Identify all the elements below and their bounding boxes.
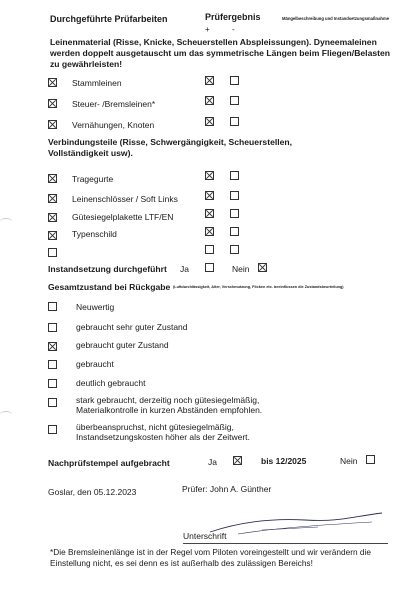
repair-no-label: Nein [232,264,250,274]
connection-item-checkbox[interactable] [48,248,57,257]
condition-checkbox[interactable] [48,302,57,311]
connection-item-label: Gütesiegelplakette LTF/EN [72,212,174,222]
result-plus-checkbox[interactable] [205,171,214,180]
stamp-until: bis 12/2025 [261,456,307,466]
section-lines-heading: Leinenmaterial (Risse, Knicke, Scheuerstellen Abspleissungen). Dyneemaleinen werden doppelt ausgetauscht um das symmetrische Längen beim Fliegen/Belasten zu gewährleisten! [50,37,391,69]
signature-label: Unterschrift [183,531,227,541]
condition-label: gebraucht sehr guter Zustand [76,322,188,332]
result-plus-checkbox[interactable] [205,96,214,105]
header-result: Prüfergebnis [205,12,261,22]
signature-line [183,543,388,544]
header-tests: Durchgeführte Prüfarbeiten [50,14,168,24]
stamp-yes-label: Ja [208,457,217,467]
connection-item-checkbox[interactable] [48,213,57,222]
connection-item-checkbox[interactable] [48,174,57,183]
stamp-yes-checkbox[interactable] [233,456,242,465]
result-minus-checkbox[interactable] [230,245,239,254]
result-plus-checkbox[interactable] [205,117,214,126]
result-plus-checkbox[interactable] [205,227,214,236]
repair-label: Instandsetzung durchgeführt [48,264,167,274]
result-plus-checkbox[interactable] [205,209,214,218]
result-minus-checkbox[interactable] [230,117,239,126]
line-item-checkbox[interactable] [48,78,57,87]
place-date: Goslar, den 05.12.2023 [48,487,137,497]
connection-item-label: Tragegurte [72,174,114,184]
condition-label: Neuwertig [76,302,115,312]
footnote: *Die Bremsleinenlänge ist in der Regel vom Piloten voreingestellt und wir verändern die Einstellung nicht, es sei denn es ist außerhalb des zulässigen Bereichs! [50,547,371,568]
condition-label: gebraucht guter Zustand [76,340,169,350]
result-minus-checkbox[interactable] [230,96,239,105]
result-plus-checkbox[interactable] [205,76,214,85]
result-minus-checkbox[interactable] [230,171,239,180]
line-item-label: Vernähungen, Knoten [72,120,155,130]
connection-item-label: Typenschild [72,229,117,239]
line-item-label: Stammleinen [72,78,122,88]
result-minus-checkbox[interactable] [230,191,239,200]
connection-item-label: Leinenschlösser / Soft Links [72,194,178,204]
stamp-no-checkbox[interactable] [366,455,375,464]
connection-item-checkbox[interactable] [48,194,57,203]
line-item-checkbox[interactable] [48,120,57,129]
header-notes: Mängelbeschreibung und Instandsetzungsmaßnahme [282,16,390,21]
line-item-label: Steuer- /Bremsleinen* [72,99,156,109]
condition-checkbox[interactable] [48,342,57,351]
condition-checkbox[interactable] [48,323,57,332]
result-minus-checkbox[interactable] [230,209,239,218]
repair-yes-label: Ja [180,264,189,274]
line-item-checkbox[interactable] [48,99,57,108]
section-connections-heading: Verbindungsteile (Risse, Schwergängigkeit, Scheuerstellen, Vollständigkeit usw). [48,137,293,158]
condition-label: stark gebraucht, derzeitig noch gütesiegelmäßig, Materialkontrolle in kurzen Abständen empfohlen. [76,395,263,415]
connection-item-checkbox[interactable] [48,231,57,240]
stamp-no-label: Nein [340,456,358,466]
condition-checkbox[interactable] [48,425,57,434]
overall-note: (Luftdurchlässigkeit, Alter, Verschmutzung, Flicken etc. beeinflussen die Zustandsbeurteilung) [173,285,344,289]
condition-label: überbeanspruchst, nicht gütesiegelmäßig, Instandsetzungskosten höher als der Zeitwert. [76,422,250,442]
result-minus-checkbox[interactable] [230,76,239,85]
condition-checkbox[interactable] [48,398,57,407]
punch-mark-bottom [0,411,12,418]
repair-yes-checkbox[interactable] [205,263,214,272]
signature-mark [200,508,390,538]
header-plus: + [205,25,210,34]
result-plus-checkbox[interactable] [205,191,214,200]
condition-checkbox[interactable] [48,379,57,388]
result-plus-checkbox[interactable] [205,245,214,254]
overall-heading: Gesamtzustand bei Rückgabe [48,282,171,292]
condition-label: deutlich gebraucht [76,378,146,388]
stamp-label: Nachprüfstempel aufgebracht [48,458,170,468]
repair-no-checkbox[interactable] [258,263,267,272]
header-minus: - [232,25,235,34]
condition-label: gebraucht [76,359,114,369]
condition-checkbox[interactable] [48,360,57,369]
inspector: Prüfer: John A. Günther [182,484,272,494]
result-minus-checkbox[interactable] [230,227,239,236]
punch-mark-top [0,218,12,225]
